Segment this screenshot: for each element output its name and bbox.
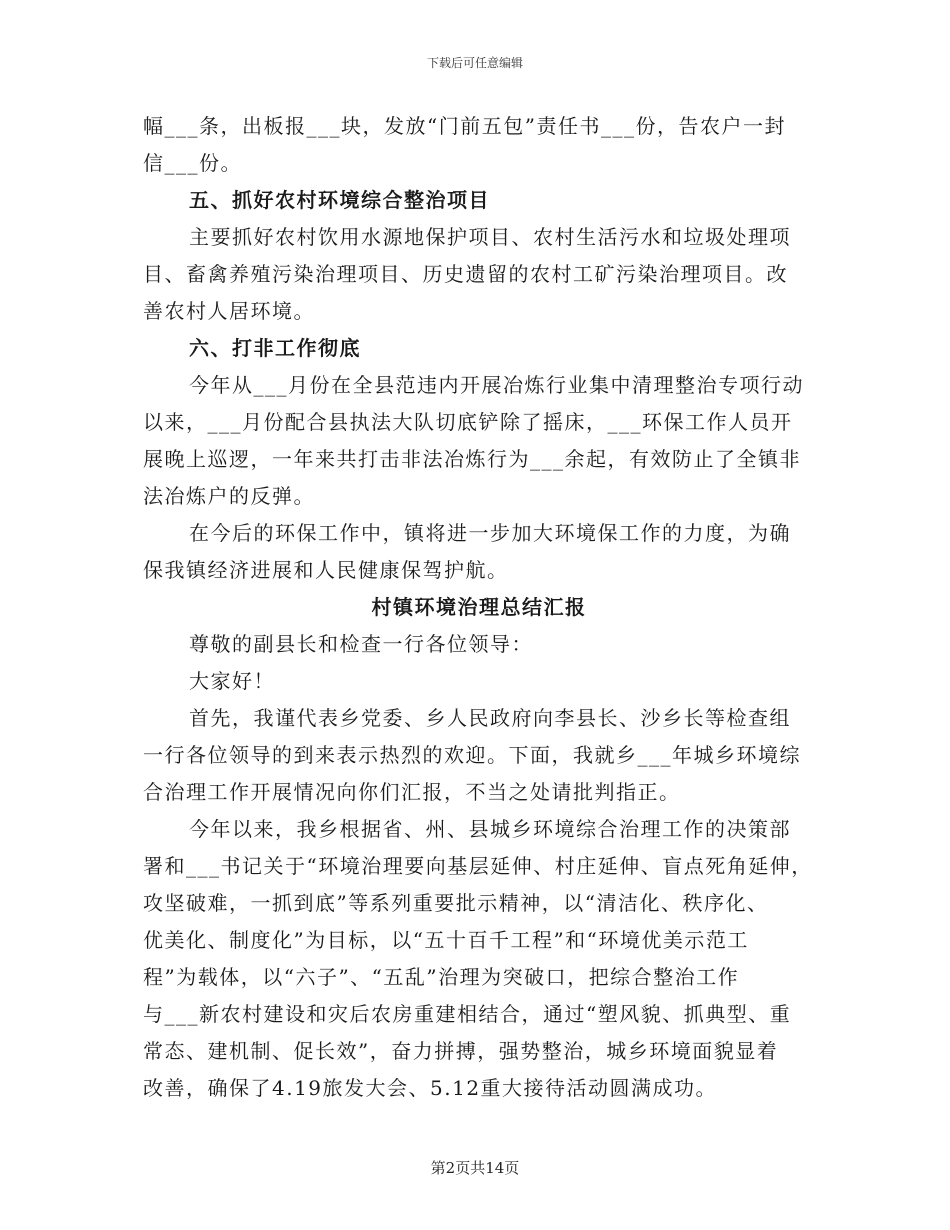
document-body [143, 108, 815, 1107]
paragraph-line: 常态、建机制、促长效”，奋力拼搏，强势整治，城乡环境面貌显着 [143, 1039, 779, 1063]
paragraph-line: 改善，确保了4.19旅发大会、5.12重大接待活动圆满成功。 [143, 1076, 718, 1100]
paragraph-line: 目、畜禽养殖污染治理项目、历史遗留的农村工矿污染治理项目。改 [143, 262, 788, 286]
paragraph-line: 善农村人居环境。 [143, 299, 315, 323]
section-heading: 六、打非工作彻底 [189, 336, 361, 360]
paragraph-line: 法冶炼户的反弹。 [143, 484, 315, 508]
paragraph-line: 以来，___月份配合县执法大队切底铲除了摇床，___环保工作人员开 [143, 410, 793, 434]
paragraph-line: 攻坚破难，一抓到底”等系列重要批示精神，以“清洁化、秩序化、 [143, 891, 769, 915]
paragraph-line: 今年从___月份在全县范违内开展冶炼行业集中清理整治专项行动 [189, 373, 804, 397]
paragraph-line: 主要抓好农村饮用水源地保护项目、农村生活污水和垃圾处理项 [189, 225, 791, 249]
paragraph-line: 幅___条，出板报___块，发放“门前五包”责任书___份，告农户一封 [143, 114, 786, 138]
paragraph-line: 保我镇经济进展和人民健康保驾护航。 [143, 558, 509, 582]
paragraph-line: 展晚上巡逻，一年来共打击非法冶炼行为___余起，有效防止了全镇非 [143, 447, 801, 471]
paragraph-line: 程”为载体，以“六子”、“五乱”治理为突破口，把综合整治工作 [143, 965, 740, 989]
paragraph-line: 今年以来，我乡根据省、州、县城乡环境综合治理工作的决策部 [189, 817, 791, 841]
paragraph-line: 署和___书记关于“环境治理要向基层延伸、村庄延伸、盲点死角延伸， [143, 854, 813, 878]
paragraph-line: 合治理工作开展情况向你们汇报，不当之处请批判指正。 [143, 780, 681, 804]
section-heading: 五、抓好农村环境综合整治项目 [189, 188, 490, 212]
paragraph-line: 优美化、制度化”为目标，以“五十百千工程”和“环境优美示范工 [143, 928, 749, 952]
document-title: 村镇环境治理总结汇报 [371, 595, 587, 619]
paragraph-line: 一行各位领导的到来表示热烈的欢迎。下面，我就乡___年城乡环境综 [143, 743, 801, 767]
page-header: 下载后可任意编辑 [426, 56, 523, 70]
paragraph-line: 信___份。 [143, 151, 242, 175]
page-number: 第2页共14页 [430, 1159, 520, 1177]
salutation: 尊敬的副县长和检查一行各位领导： [189, 632, 533, 656]
paragraph-line: 首先，我谨代表乡党委、乡人民政府向李县长、沙乡长等检查组 [189, 706, 791, 730]
paragraph-line: 与___新农村建设和灾后农房重建相结合，通过“塑风貌、抓典型、重 [143, 1002, 792, 1026]
greeting: 大家好！ [189, 669, 275, 693]
paragraph-line: 在今后的环保工作中，镇将进一步加大环境保工作的力度，为确 [189, 521, 791, 545]
